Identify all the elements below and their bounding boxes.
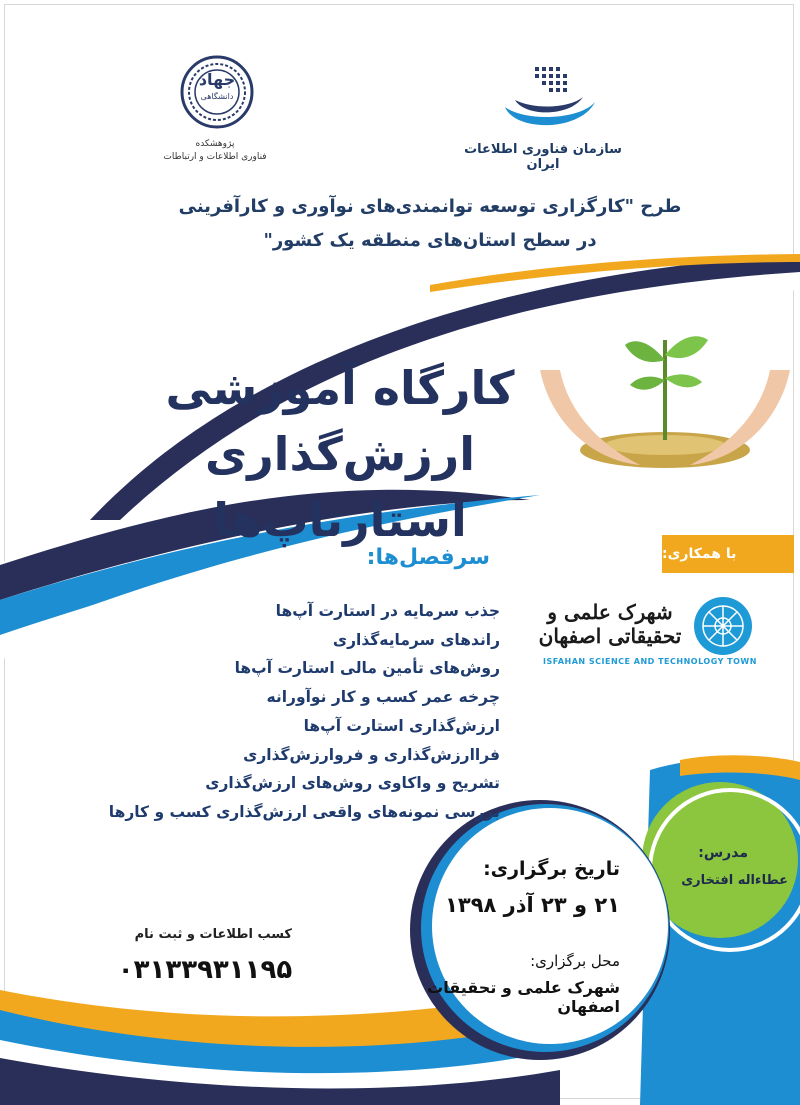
- partner-name-fa: شهرک علمی و تحقیقاتی اصفهان: [538, 600, 682, 648]
- collaboration-label: با همکاری:: [662, 546, 737, 562]
- list-item: ارزش‌گذاری استارت آپ‌ها: [303, 716, 500, 735]
- jahad-caption-line2: فناوری اطلاعات و ارتباطات: [163, 152, 267, 162]
- venue-value: شهرک علمی و تحقیقات اصفهان: [427, 978, 620, 1016]
- plan-title-line1: طرح "کارگزاری توسعه توانمندی‌های نوآوری و کارآفرینی: [178, 196, 682, 217]
- registration-phone: ۰۳۱۳۳۹۳۱۱۹۵: [117, 955, 293, 985]
- jahad-logo-text: جهاد: [198, 70, 236, 89]
- list-item: بررسی نمونه‌های واقعی ارزش‌گذاری کسب و کارها: [108, 802, 500, 821]
- plan-title-line2: در سطح استان‌های منطقه یک کشور": [263, 230, 597, 251]
- jahad-caption-line1: پژوهشکده: [195, 139, 235, 149]
- teacher-label: مدرس:: [698, 845, 748, 861]
- ito-logo: [495, 62, 605, 132]
- collaboration-badge: [662, 535, 794, 573]
- jahad-caption: [150, 138, 280, 164]
- registration-label: کسب اطلاعات و ثبت نام: [134, 927, 292, 942]
- date-value: ۲۱ و ۲۳ آذر ۱۳۹۸: [445, 893, 620, 917]
- ito-caption: سازمان فناوری اطلاعات ایران: [464, 142, 622, 172]
- list-item: تشریح و واکاوی روش‌های ارزش‌گذاری: [205, 774, 500, 793]
- teacher-name: عطاءاله افتخاری: [681, 873, 788, 888]
- headings-title: سرفصل‌ها:: [366, 545, 490, 570]
- list-item: فراارزش‌گذاری و فروارزش‌گذاری: [243, 745, 500, 764]
- date-label: تاریخ برگزاری:: [483, 858, 620, 880]
- venue-label: محل برگزاری:: [530, 952, 620, 970]
- list-item: چرخه عمر کسب و کار نوآورانه: [266, 688, 500, 707]
- list-item: راندهای سرمایه‌گذاری: [332, 630, 500, 649]
- partner-name-en: ISFAHAN SCIENCE AND TECHNOLOGY TOWN: [543, 657, 757, 666]
- list-item: روش‌های تأمین مالی استارت آپ‌ها: [234, 659, 500, 678]
- workshop-title-line2: ارزش‌گذاری استارتاپ‌ها: [205, 427, 475, 547]
- workshop-title-line1: کارگاه آموزشی: [165, 361, 515, 415]
- workshop-title: [100, 355, 580, 553]
- plan-title: [150, 190, 710, 258]
- list-item: جذب سرمایه در استارت آپ‌ها: [275, 602, 500, 620]
- isfahan-emblem-icon: [692, 595, 754, 657]
- jahad-logo-subtext: دانشگاهی: [200, 92, 234, 101]
- topics-list: [60, 597, 500, 827]
